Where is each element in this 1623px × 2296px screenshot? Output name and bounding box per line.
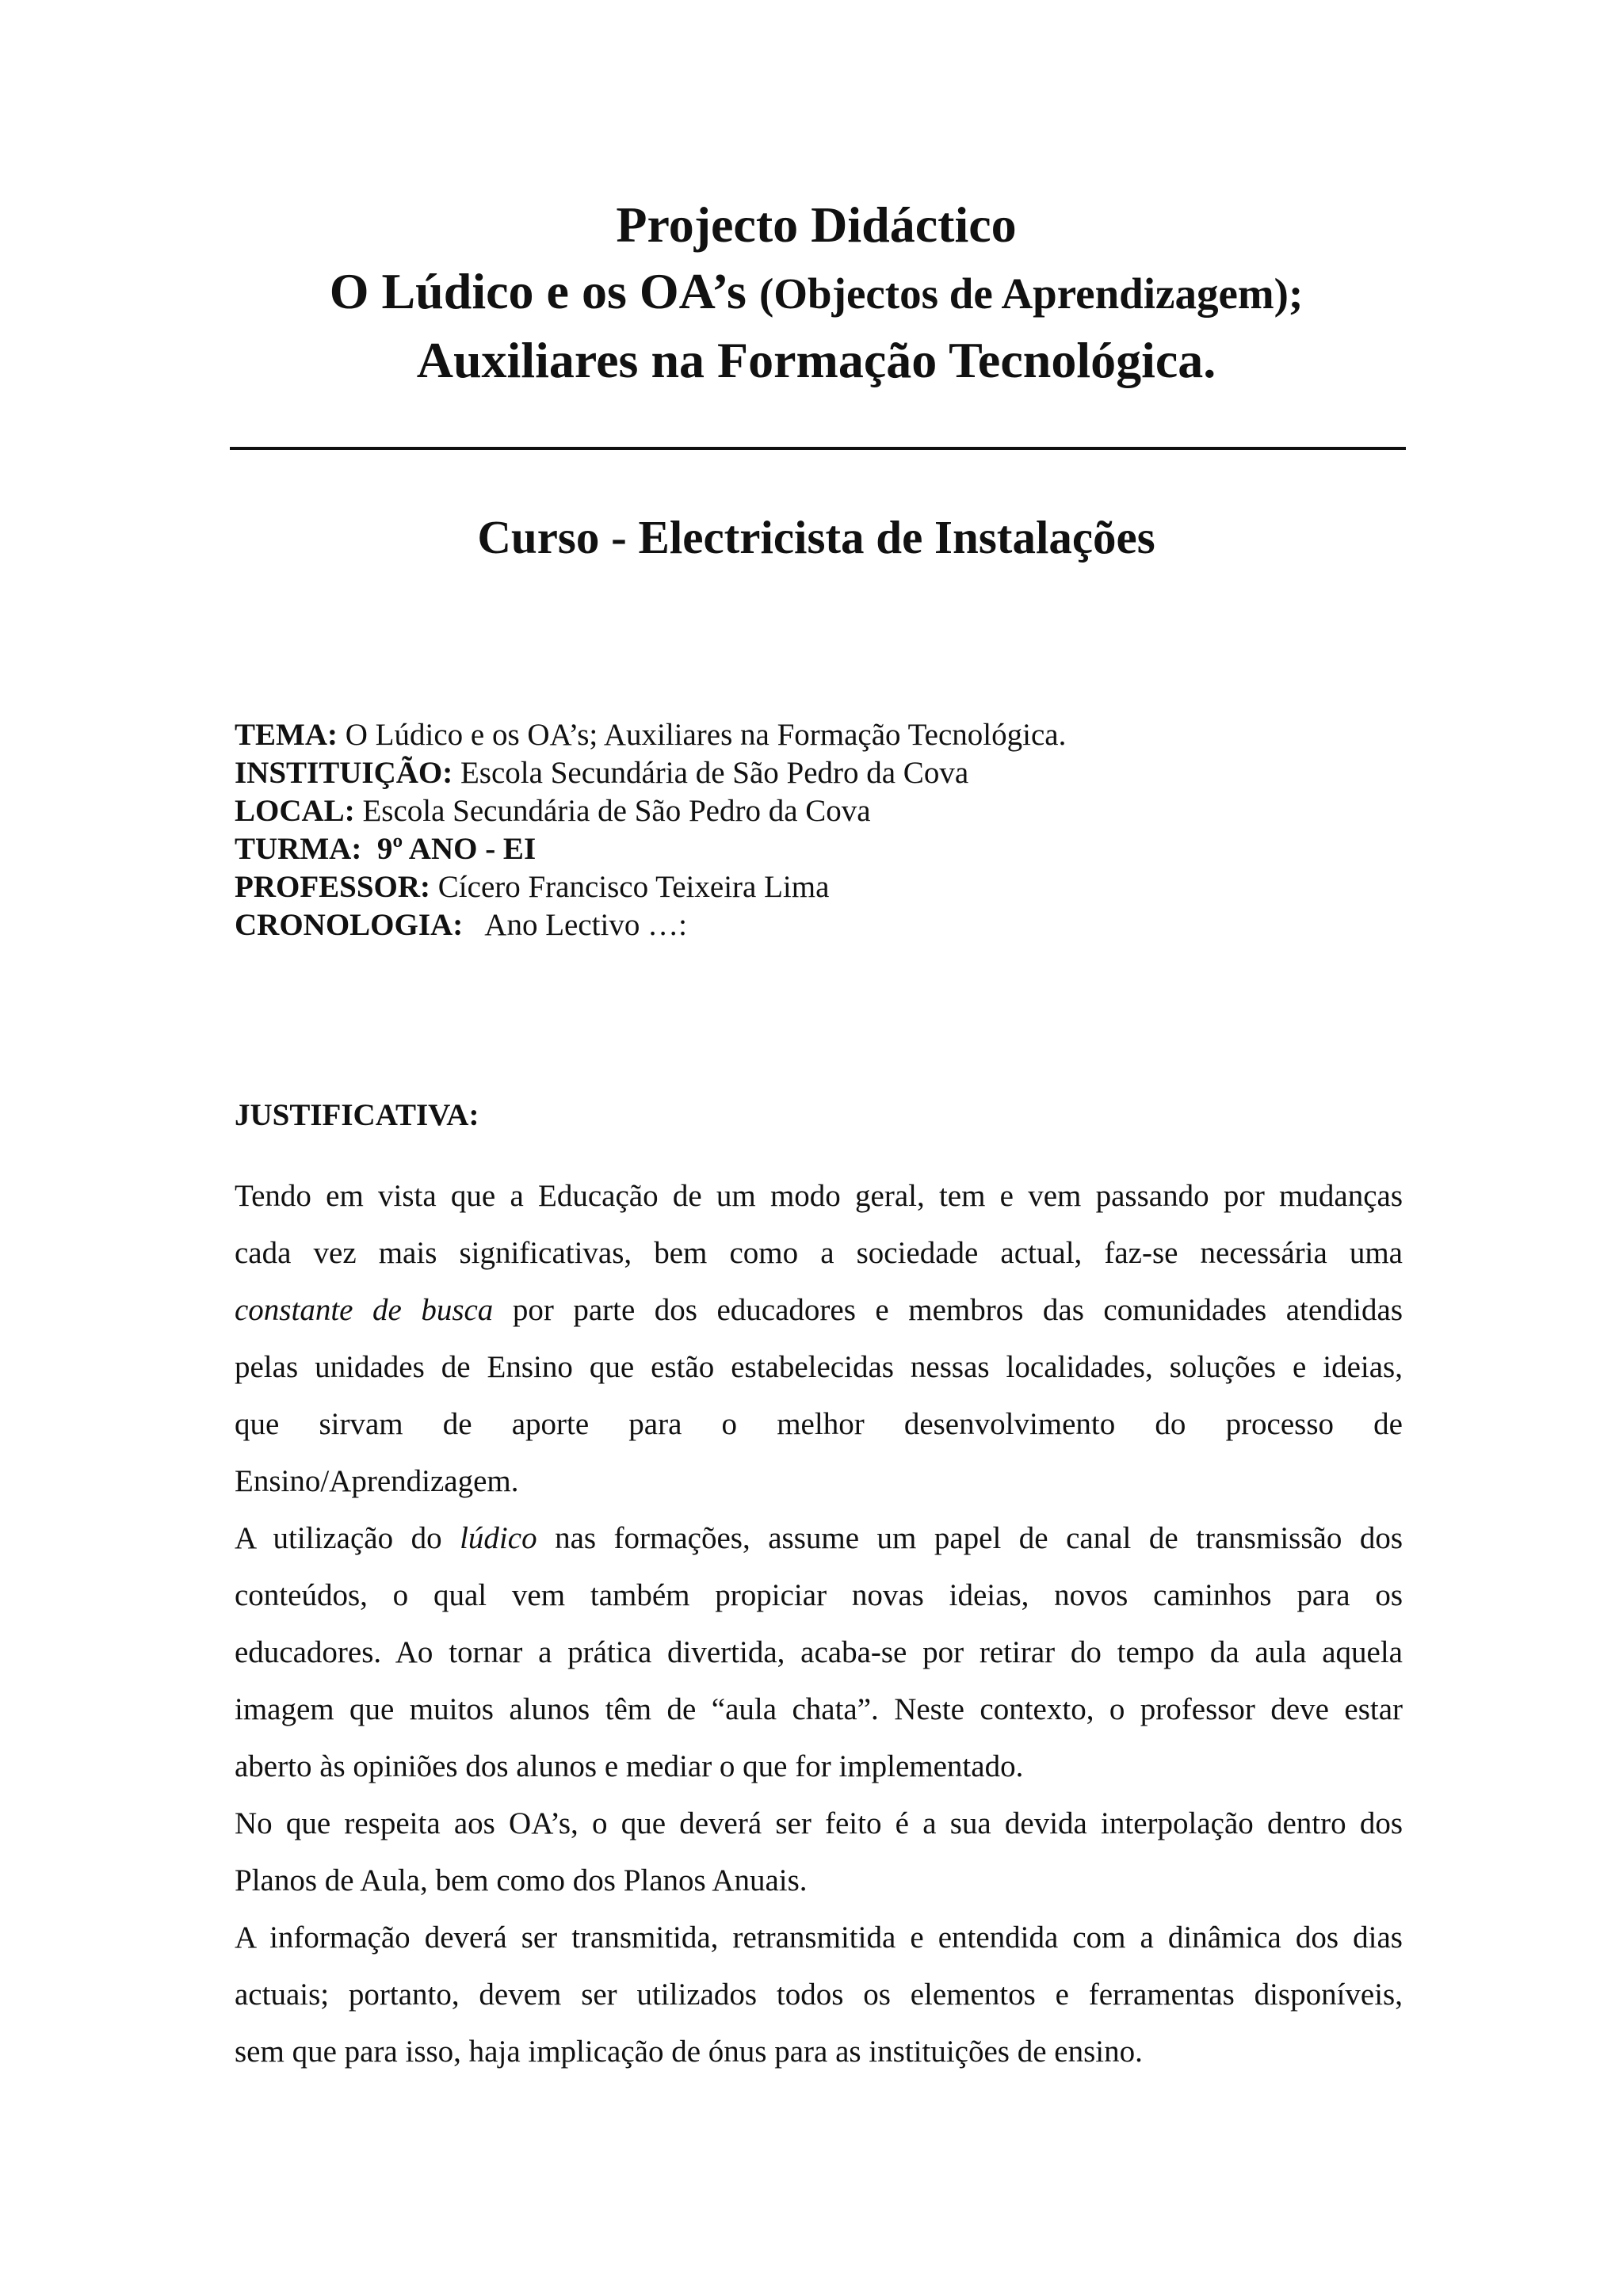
title-line-2 bbox=[230, 258, 1403, 327]
course-heading: Curso - Electricista de Instalações bbox=[477, 511, 1155, 563]
body-line: Ensino/Aprendizagem. bbox=[235, 1464, 519, 1498]
body-line: No que respeita aos OA’s, o que deverá ser feito é a sua devida interpolação dentro dos bbox=[235, 1806, 1403, 1840]
professor-label: PROFESSOR: bbox=[235, 870, 431, 904]
title-line-1: Projecto Didáctico bbox=[616, 196, 1017, 253]
title-divider bbox=[230, 447, 1406, 450]
turma-value: 9º ANO - EI bbox=[361, 832, 537, 866]
project-info bbox=[235, 716, 1066, 944]
body-line: educadores. Ao tornar a prática divertida, acaba-se por retirar do tempo da aula aquela bbox=[235, 1635, 1403, 1669]
justificativa-heading: JUSTIFICATIVA: bbox=[235, 1098, 479, 1132]
instituicao-label: INSTITUIÇÃO: bbox=[235, 756, 453, 790]
body-line: imagem que muitos alunos têm de “aula chata”. Neste contexto, o professor deve estar bbox=[235, 1692, 1403, 1726]
body-line: aberto às opiniões dos alunos e mediar o que for implementado. bbox=[235, 1749, 1024, 1783]
title-line-2-main: O Lúdico e os OA’s bbox=[329, 263, 759, 319]
justificativa-body bbox=[235, 1168, 1403, 2081]
body-line: Tendo em vista que a Educação de um modo geral, tem e vem passando por mudanças bbox=[235, 1179, 1403, 1213]
body-line: pelas unidades de Ensino que estão estabelecidas nessas localidades, soluções e ideias, bbox=[235, 1350, 1403, 1384]
body-line bbox=[235, 1510, 1403, 1567]
body-line: que sirvam de aporte para o melhor desenvolvimento do processo de bbox=[235, 1407, 1403, 1441]
info-row-cronologia bbox=[235, 906, 1066, 944]
body-line: Planos de Aula, bem como dos Planos Anuais. bbox=[235, 1863, 808, 1897]
info-row-local bbox=[235, 792, 1066, 830]
tema-label: TEMA: bbox=[235, 718, 338, 752]
info-row-professor bbox=[235, 868, 1066, 906]
professor-value: Cícero Francisco Teixeira Lima bbox=[430, 870, 830, 904]
cronologia-value: Ano Lectivo …: bbox=[463, 908, 687, 942]
body-line bbox=[235, 1282, 1403, 1339]
body-line: A informação deverá ser transmitida, retransmitida e entendida com a dinâmica dos dias bbox=[235, 1920, 1403, 1955]
local-label: LOCAL: bbox=[235, 794, 355, 828]
body-line-start: A utilização do bbox=[235, 1521, 460, 1555]
title-line-2-paren: (Objectos de Aprendizagem); bbox=[758, 269, 1304, 318]
document-title bbox=[230, 192, 1403, 394]
info-row-turma bbox=[235, 830, 1066, 868]
info-row-instituicao bbox=[235, 754, 1066, 792]
tema-value: O Lúdico e os OA’s; Auxiliares na Formação Tecnológica. bbox=[338, 718, 1067, 752]
local-value: Escola Secundária de São Pedro da Cova bbox=[354, 794, 871, 828]
info-row-tema bbox=[235, 716, 1066, 754]
instituicao-value: Escola Secundária de São Pedro da Cova bbox=[453, 756, 969, 790]
cronologia-label: CRONOLOGIA: bbox=[235, 908, 464, 942]
body-line: conteúdos, o qual vem também propiciar novas ideias, novos caminhos para os bbox=[235, 1578, 1403, 1612]
italic-phrase: constante de busca bbox=[235, 1293, 494, 1327]
italic-word: lúdico bbox=[460, 1521, 537, 1555]
body-line: sem que para isso, haja implicação de ónus para as instituições de ensino. bbox=[235, 2035, 1143, 2069]
title-line-3: Auxiliares na Formação Tecnológica. bbox=[416, 332, 1216, 388]
body-line: cada vez mais significativas, bem como a sociedade actual, faz-se necessária uma bbox=[235, 1236, 1403, 1270]
body-line-rest: por parte dos educadores e membros das comunidades atendidas bbox=[493, 1293, 1403, 1327]
turma-label: TURMA: bbox=[235, 832, 362, 866]
body-line-rest: nas formações, assume um papel de canal de transmissão dos bbox=[537, 1521, 1403, 1555]
body-line: actuais; portanto, devem ser utilizados todos os elementos e ferramentas disponíveis, bbox=[235, 1978, 1403, 2012]
